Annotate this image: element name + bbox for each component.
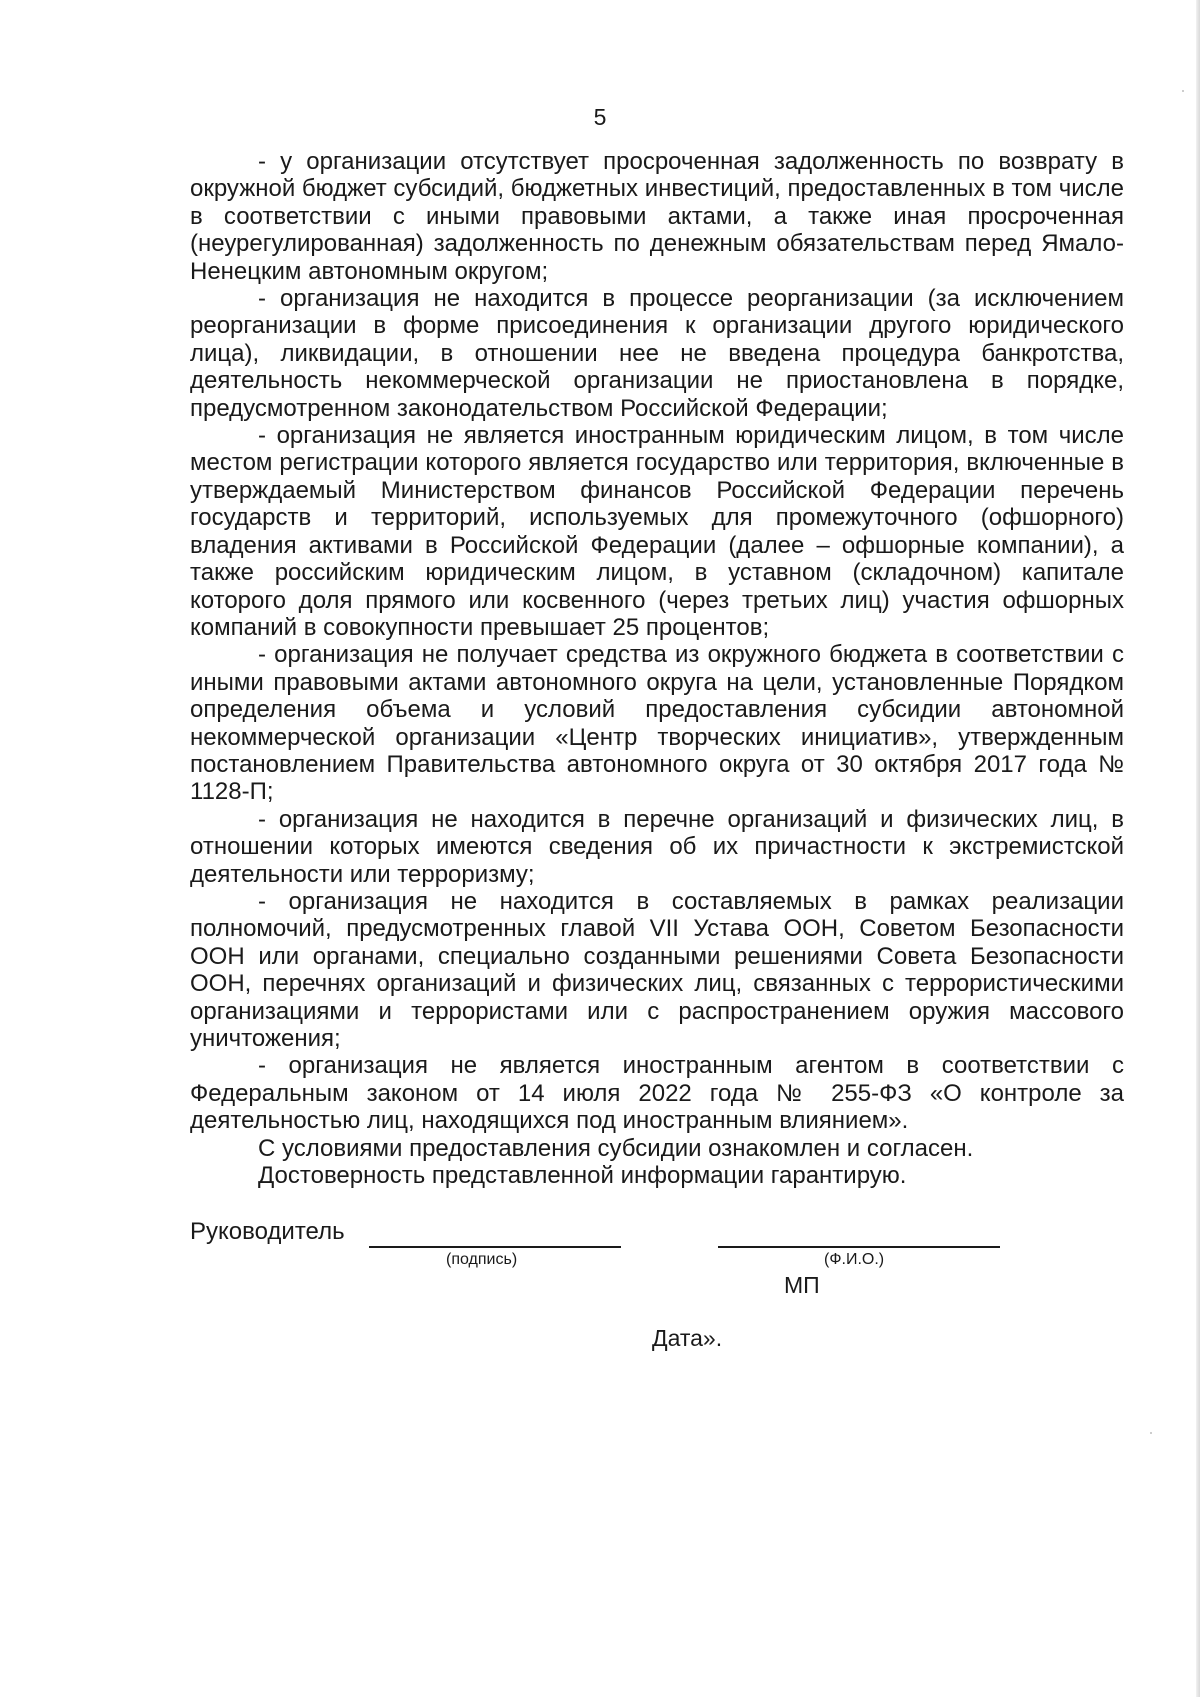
date-label: Дата». — [652, 1325, 723, 1351]
signature-caption: (подпись) — [446, 1251, 518, 1268]
paragraph-un-sanctions: - организация не находится в составляемых в рамках реализации полномочий, предусмотренных главой VII Устава ООН, Советом Безопасности ООН или органами, специально созданными решениями Совета Безопасности ООН, перечнях организаций и физических лиц, связанных с террористическими организациями и террористами или с распространением оружия массового уничтожения; — [190, 887, 1124, 1052]
full-name-line — [718, 1246, 1000, 1248]
scan-speck — [1150, 1432, 1152, 1434]
paragraph-foreign-entity: - организация не является иностранным юридическим лицом, в том числе местом регистрации которого является государство или территория, включенные в утверждаемый Министерством финансов Российской Федерации перечень государств и территорий, используемых для промежуточного (офшорного) владения активами в Российской Федерации (далее – офшорные компании), а также российским юридическим лицом, в уставном (складочном) капитале которого доля прямого или косвенного (через третьих лиц) участия офшорных компаний в совокупности превышает 25 процентов; — [190, 422, 1124, 641]
document-body — [190, 148, 1124, 1189]
agreement-line: С условиями предоставления субсидии ознакомлен и согласен. — [258, 1134, 974, 1162]
scan-speck — [1182, 90, 1184, 92]
signatory-label: Руководитель — [190, 1218, 345, 1245]
paragraph-other-funding: - организация не получает средства из окружного бюджета в соответствии с иными правовыми актами автономного округа на цели, установленные Порядком определения объема и условий предоставления субсидии автономной некоммерческой организации «Центр творческих инициатив», утвержденным постановлением Правительства автономного округа от 30 октября 2017 года № 1128-П; — [190, 641, 1124, 806]
paragraph-reorganization: - организация не находится в процессе реорганизации (за исключением реорганизации в форме присоединения к организации другого юридического лица), ликвидации, в отношении нее не введена процедура банкротства, деятельность некоммерческой организации не приостановлена в порядке, предусмотренном законодательством Российской Федерации; — [190, 285, 1124, 422]
page-edge-shadow — [1196, 0, 1200, 1697]
page-number: 5 — [593, 104, 607, 130]
stamp-place-label: МП — [784, 1272, 820, 1298]
signature-line — [369, 1246, 621, 1248]
guarantee-line: Достоверность представленной информации гарантирую. — [258, 1162, 907, 1190]
paragraph-foreign-agent: - организация не является иностранным агентом в соответствии с Федеральным законом от 14 июля 2022 года № 255-ФЗ «О контроле за деятельностью лиц, находящихся под иностранным влиянием». — [190, 1052, 1124, 1135]
paragraph-overdue-debt: - у организации отсутствует просроченная задолженность по возврату в окружной бюджет субсидий, бюджетных инвестиций, предоставленных в том числе в соответствии с иными правовыми актами, а также иная просроченная (неурегулированная) задолженность по денежным обязательствам перед Ямало-Ненецким автономным округом; — [190, 148, 1124, 285]
full-name-caption: (Ф.И.О.) — [824, 1251, 885, 1268]
paragraph-extremism-list: - организация не находится в перечне организаций и физических лиц, в отношении которых имеются сведения об их причастности к экстремистской деятельности или терроризму; — [190, 805, 1124, 888]
